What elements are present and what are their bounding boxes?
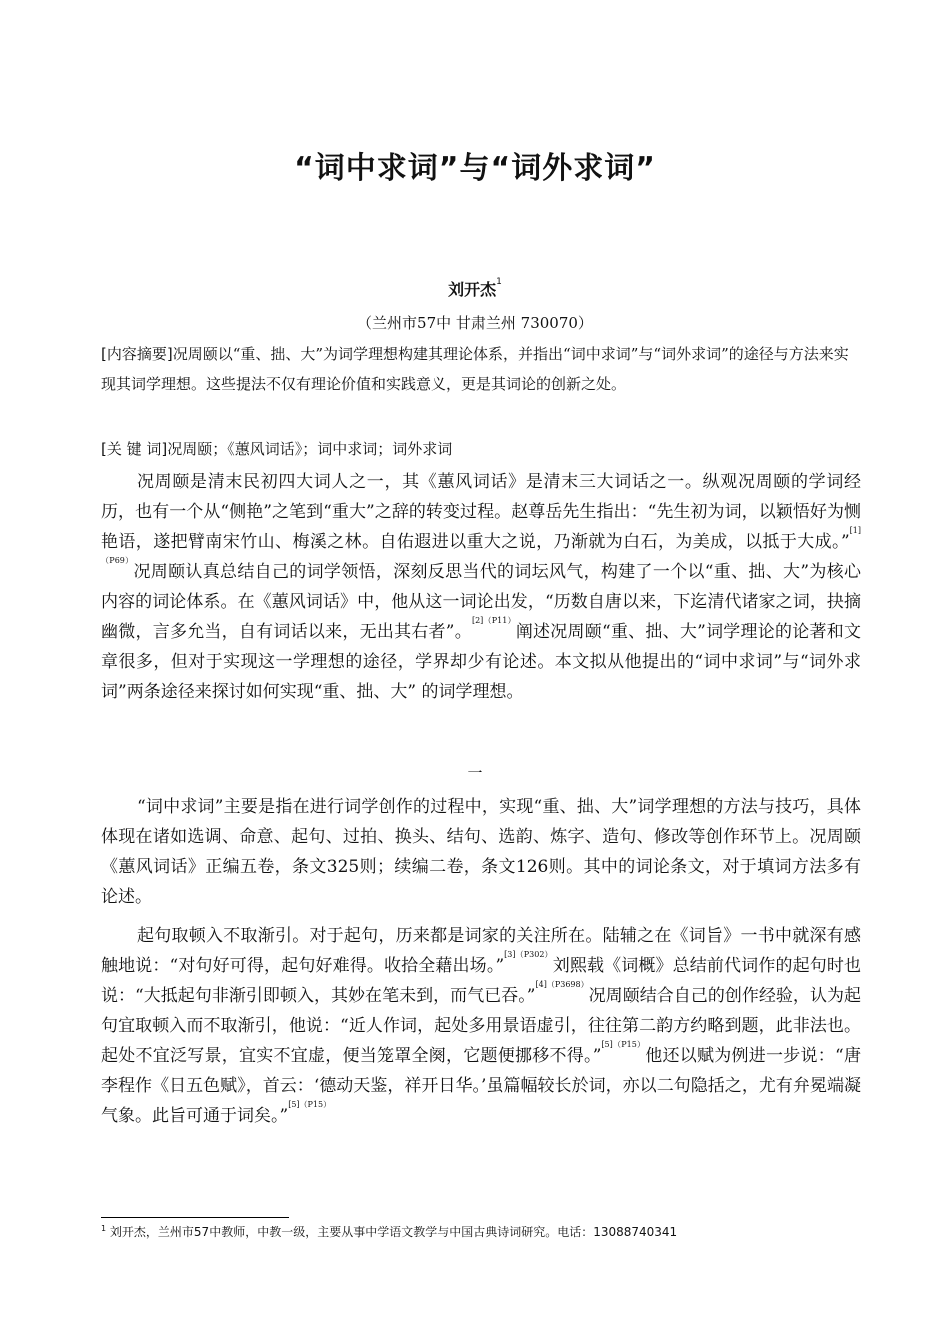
citation-ref: [5]（P15） bbox=[601, 1040, 646, 1049]
abstract-label: [内容摘要] bbox=[101, 345, 173, 363]
author-line bbox=[0, 277, 950, 300]
author-footnote-mark: 1 bbox=[496, 277, 502, 287]
paragraph-section-1: “词中求词”主要是指在进行词学创作的过程中，实现“重、拙、大”词学理想的方法与技巧，具体体现在诸如选调、命意、起句、过拍、换头、结句、选韵、炼字、造句、修改等创作环节上。况周颐《蕙风词话》正编五卷，条文325则；续编二卷，条文126则。其中的词论条文，对于填词方法多有论述。 bbox=[101, 797, 861, 907]
paper-title: “词中求词”与“词外求词” bbox=[294, 151, 656, 186]
citation-ref: [3]（P302） bbox=[504, 950, 553, 959]
intro-sentence-2: 况周颐认真总结自己的词学领悟，深刻反思当代的词坛风气，构建了一个以“重、拙、大”为核心内容的词论体系。在《蕙风词话》中，他从这一词论出发，“历数自唐以来，下迄清代诸家之词，抉摘幽微，言多允当，自有词话以来，无出其右者”。 bbox=[101, 562, 861, 642]
body-sentence-1: 起句取顿入不取渐引。对于起句，历来都是词家的关注所在。陆辅之在《词旨》一书中就深有感触地说：“对句好可得，起句好难得。收拾全藉出场。” bbox=[101, 926, 861, 976]
footnote-mark: 1 bbox=[101, 1224, 107, 1233]
keywords bbox=[101, 434, 861, 464]
keywords-text: 况周颐；《蕙风词话》；词中求词；词外求词 bbox=[167, 440, 453, 458]
paragraph-opening-line bbox=[101, 921, 861, 1131]
abstract bbox=[101, 339, 861, 399]
affiliation: （兰州市57中 甘肃兰州 730070） bbox=[357, 314, 593, 332]
author-name: 刘开杰 bbox=[448, 280, 497, 299]
citation-ref: [2]（P11） bbox=[471, 616, 516, 625]
citation-ref: [4]（P3698） bbox=[535, 980, 589, 989]
body-sentence-3: 况周颐结合自己的创作经验，认为起句宜取顿入而不取渐引，他说：“近人作词，起处多用景语虚引，往往第二韵方约略到题，此非法也。起处不宜泛写景，宜实不宜虚，便当笼罩全阕，它题便挪移不得。” bbox=[101, 986, 861, 1066]
citation-ref: [5]（P15） bbox=[288, 1100, 332, 1109]
citation-ref: [1]（P69） bbox=[101, 526, 861, 565]
body-sentence-2: 刘熙载《词概》总结前代词作的起句时也说：“大抵起句非渐引即顿入，其妙在笔未到，而气已吞。” bbox=[101, 956, 862, 1006]
body-sentence-4: 他还以赋为例进一步说：“唐李程作《日五色赋》，首云：‘德动天鉴，祥开日华。’虽篇幅较长於词，亦以二句隐括之，尤有弁冕端凝气象。此旨可通于词矣。” bbox=[101, 1046, 861, 1126]
footnote-text: 刘开杰，兰州市57中教师，中教一级，主要从事中学语文教学与中国古典诗词研究。电话：13088740341 bbox=[109, 1225, 678, 1239]
intro-sentence-1: 况周颐是清末民初四大词人之一，其《蕙风词话》是清末三大词话之一。纵观况周颐的学词经历，也有一个从“侧艳”之笔到“重大”之辞的转变过程。赵尊岳先生指出：“先生初为词，以颖悟好为恻艳语，遂把臂南宋竹山、梅溪之林。自佑遐进以重大之说，乃渐就为白石，为美成，以抵于大成。” bbox=[101, 472, 861, 552]
abstract-text: 况周颐以“重、拙、大”为词学理想构建其理论体系，并指出“词中求词”与“词外求词”的途径与方法来实现其词学理想。这些提法不仅有理论价值和实践意义，更是其词论的创新之处。 bbox=[101, 345, 849, 393]
footnote bbox=[101, 1223, 901, 1240]
keywords-label: [关 键 词] bbox=[101, 440, 168, 458]
paragraph-intro bbox=[101, 467, 861, 707]
section-heading: 一 bbox=[467, 764, 483, 782]
intro-sentence-3: 阐述况周颐“重、拙、大”词学理论的论著和文章很多，但对于实现这一学理想的途径，学界却少有论述。本文拟从他提出的“词中求词”与“词外求词”两条途径来探讨如何实现“重、拙、大” 的词学理想。 bbox=[101, 622, 861, 702]
footnote-divider bbox=[101, 1217, 289, 1218]
